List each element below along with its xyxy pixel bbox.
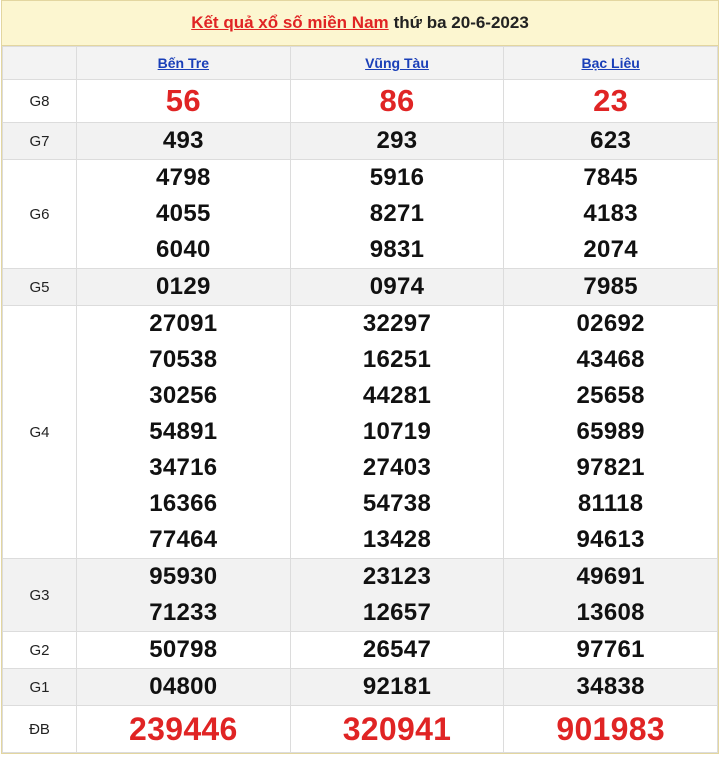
result-number: 32297 [362, 310, 432, 337]
prize-row-g2 [3, 632, 718, 669]
result-number: 02692 [576, 310, 645, 337]
province-link-vung-tau[interactable]: Vũng Tàu [365, 55, 429, 71]
result-number: 493 [162, 127, 204, 154]
result-number: 23123 [362, 563, 432, 590]
result-cell [77, 559, 291, 632]
result-cell [504, 306, 718, 559]
page-title [2, 1, 718, 46]
result-cell [290, 632, 504, 669]
result-number: 7985 [583, 273, 638, 300]
result-number: 9831 [369, 236, 425, 263]
result-number: 43468 [576, 346, 645, 373]
result-cell [77, 706, 291, 753]
result-number: 293 [376, 127, 418, 154]
result-number: 77464 [149, 526, 218, 553]
result-number: 81118 [577, 490, 644, 517]
province-header-ben-tre [77, 47, 291, 80]
prize-row-g8 [3, 80, 718, 123]
prize-label: G1 [3, 669, 77, 706]
result-cell [504, 80, 718, 123]
result-number: 44281 [362, 382, 432, 409]
result-number: 49691 [576, 563, 645, 590]
result-number: 16366 [149, 490, 218, 517]
result-number: 7845 [583, 164, 638, 191]
prize-row-g6 [3, 160, 718, 269]
result-cell [504, 559, 718, 632]
header-blank [3, 47, 77, 80]
result-cell [290, 559, 504, 632]
result-number: 16251 [362, 346, 432, 373]
result-number: 65989 [576, 418, 645, 445]
result-number: 239446 [129, 711, 238, 747]
result-number: 23 [593, 83, 629, 118]
result-number: 50798 [149, 636, 218, 663]
result-number: 5916 [369, 164, 425, 191]
result-number: 623 [590, 127, 632, 154]
result-number: 71233 [149, 599, 218, 626]
result-number: 27403 [362, 454, 432, 481]
result-cell [77, 123, 291, 160]
result-number: 4055 [156, 200, 211, 227]
result-number: 13428 [362, 526, 432, 553]
result-cell [290, 160, 504, 269]
prize-label: G3 [3, 559, 77, 632]
result-cell [504, 123, 718, 160]
result-number: 12657 [362, 599, 432, 626]
result-cell [290, 123, 504, 160]
result-cell [77, 160, 291, 269]
result-cell [77, 669, 291, 706]
prize-row-g1 [3, 669, 718, 706]
prize-label: G4 [3, 306, 77, 559]
result-cell [290, 306, 504, 559]
prize-label: G2 [3, 632, 77, 669]
result-number: 34838 [576, 673, 645, 700]
result-cell [290, 269, 504, 306]
results-body [3, 80, 718, 753]
result-number: 901983 [556, 711, 665, 747]
result-number: 95930 [149, 563, 218, 590]
result-cell [290, 669, 504, 706]
result-number: 56 [165, 83, 201, 118]
result-cell [290, 706, 504, 753]
header-row [3, 47, 718, 80]
result-number: 320941 [342, 711, 452, 747]
results-table [2, 46, 718, 753]
result-cell [504, 269, 718, 306]
result-number: 97761 [576, 636, 645, 663]
result-number: 0974 [369, 273, 425, 300]
prize-row-g3 [3, 559, 718, 632]
result-cell [77, 269, 291, 306]
result-cell [290, 80, 504, 123]
results-panel [1, 0, 719, 754]
result-number: 8271 [369, 200, 425, 227]
result-cell [504, 632, 718, 669]
result-number: 4798 [156, 164, 211, 191]
result-cell [504, 706, 718, 753]
result-number: 2074 [583, 236, 638, 263]
result-number: 26547 [362, 636, 432, 663]
result-number: 04800 [149, 673, 218, 700]
prize-row-db [3, 706, 718, 753]
result-number: 94613 [576, 526, 645, 553]
result-number: 97821 [576, 454, 645, 481]
title-date: thứ ba 20-6-2023 [393, 13, 529, 32]
prize-label: G6 [3, 160, 77, 269]
result-number: 54738 [362, 490, 432, 517]
prize-row-g5 [3, 269, 718, 306]
prize-row-g4 [3, 306, 718, 559]
title-link[interactable]: Kết quả xổ số miền Nam [191, 13, 389, 32]
province-link-ben-tre[interactable]: Bến Tre [157, 55, 209, 71]
result-number: 10719 [362, 418, 432, 445]
result-number: 30256 [149, 382, 218, 409]
province-header-vung-tau [290, 47, 504, 80]
result-number: 13608 [576, 599, 645, 626]
result-number: 4183 [583, 200, 638, 227]
result-number: 70538 [149, 346, 218, 373]
result-cell [77, 80, 291, 123]
province-link-bac-lieu[interactable]: Bạc Liêu [581, 55, 640, 71]
province-header-bac-lieu [504, 47, 718, 80]
prize-label: G7 [3, 123, 77, 160]
result-number: 27091 [149, 310, 218, 337]
result-cell [504, 160, 718, 269]
result-number: 25658 [576, 382, 645, 409]
result-cell [77, 306, 291, 559]
result-number: 86 [379, 83, 415, 118]
result-number: 0129 [156, 273, 211, 300]
result-number: 6040 [156, 236, 211, 263]
result-number: 92181 [362, 673, 432, 700]
result-number: 54891 [149, 418, 218, 445]
prize-label: G8 [3, 80, 77, 123]
result-cell [504, 669, 718, 706]
prize-label: ĐB [3, 706, 77, 753]
result-number: 34716 [149, 454, 218, 481]
result-cell [77, 632, 291, 669]
prize-row-g7 [3, 123, 718, 160]
prize-label: G5 [3, 269, 77, 306]
